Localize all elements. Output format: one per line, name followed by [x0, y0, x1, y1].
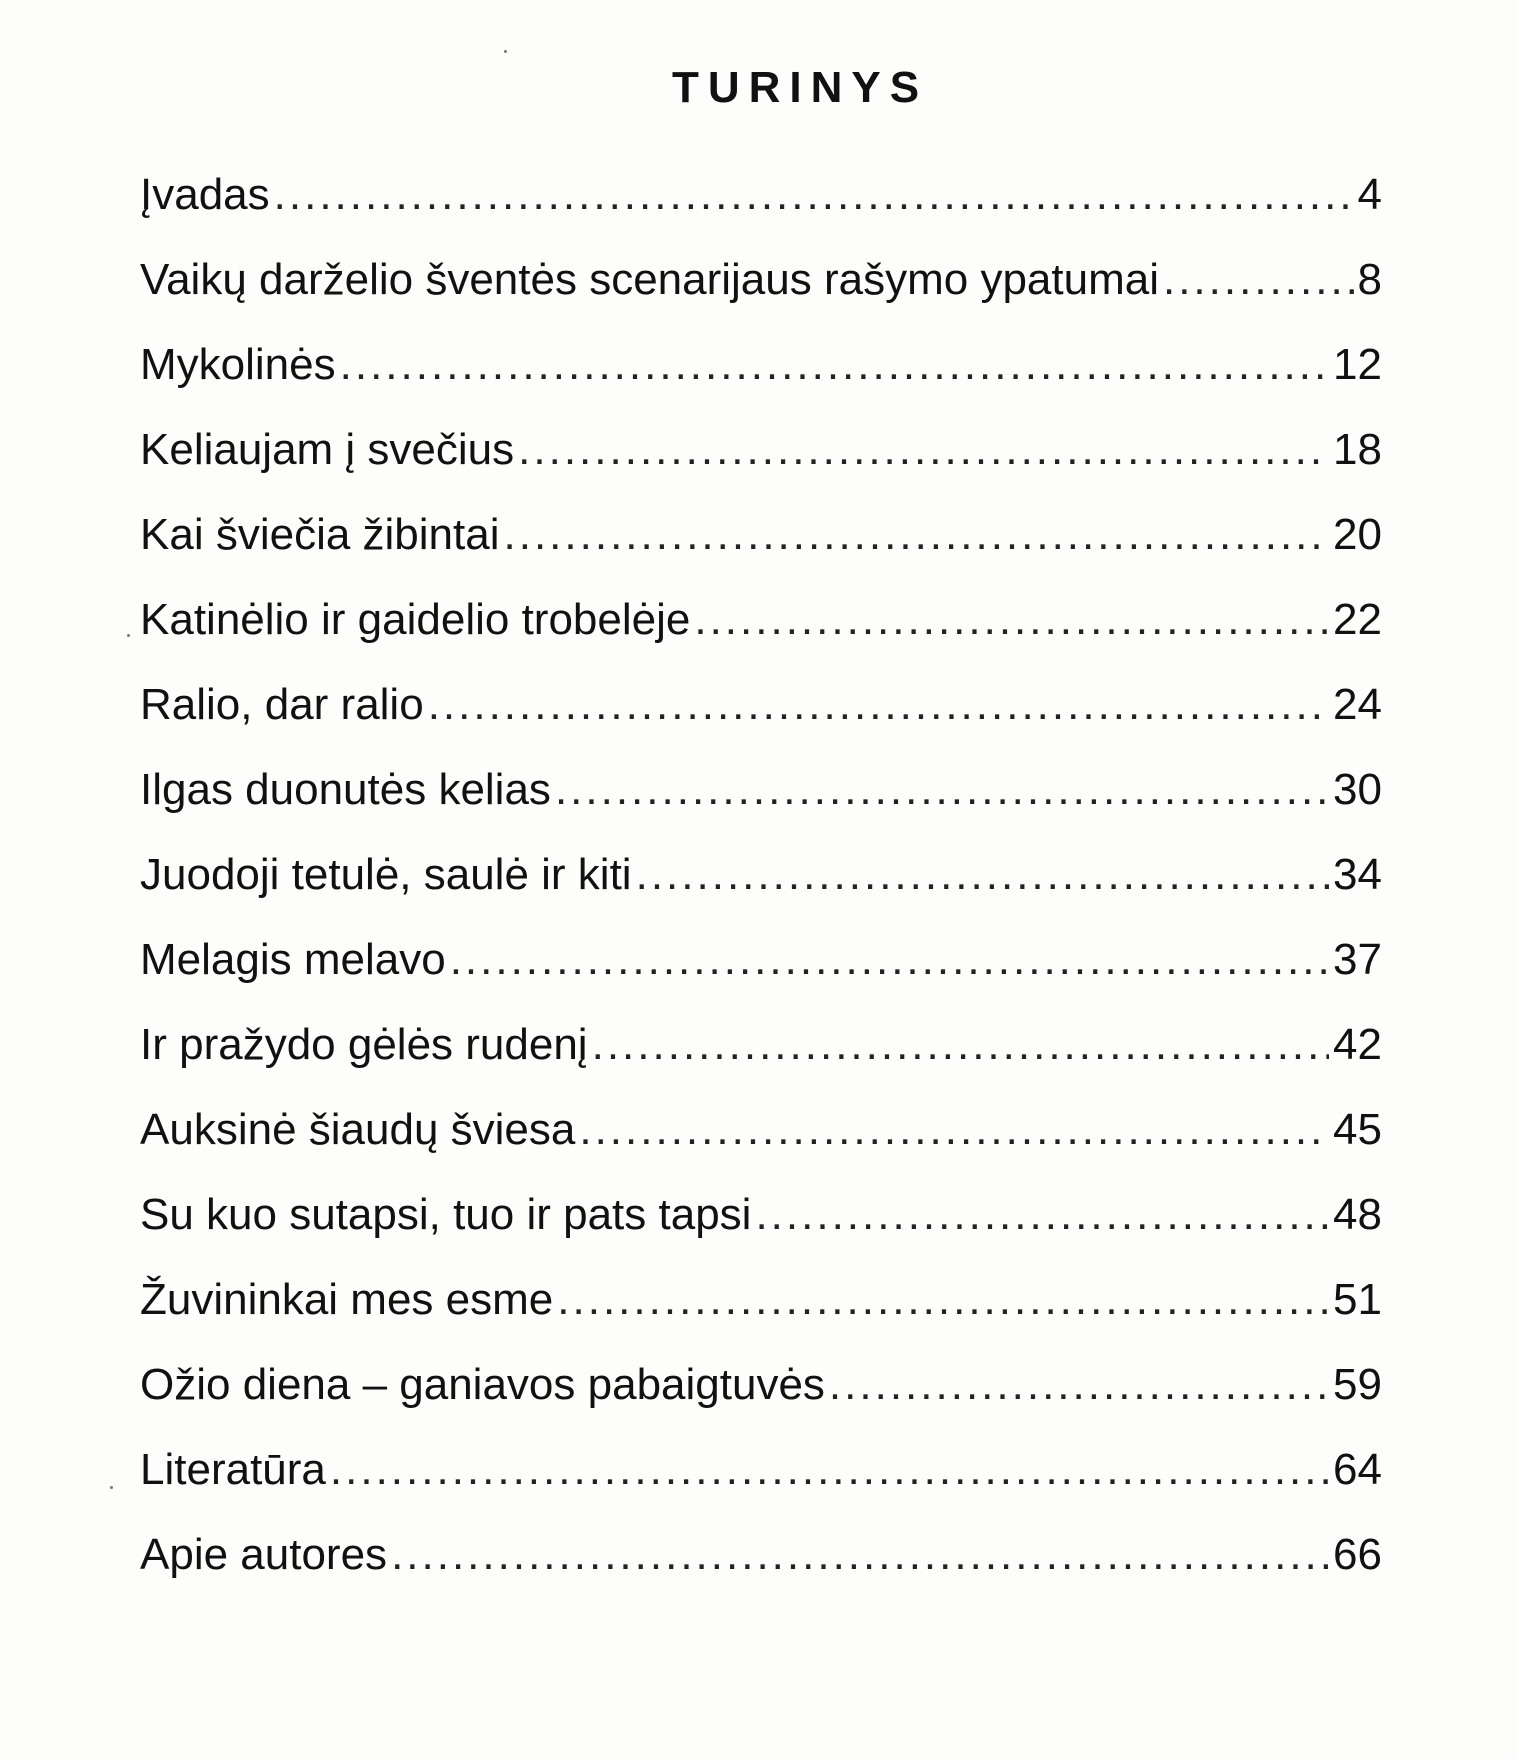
toc-entry	[140, 340, 1382, 425]
toc-entry	[140, 680, 1382, 765]
dot-leader	[829, 1360, 1329, 1410]
toc-entry-page: 34	[1333, 850, 1382, 899]
toc-entry	[140, 765, 1382, 850]
toc-entry-page: 64	[1333, 1445, 1382, 1494]
dot-leader	[340, 340, 1329, 390]
toc-entry	[140, 510, 1382, 595]
toc-entry-page: 24	[1333, 680, 1382, 729]
dot-leader	[1163, 255, 1354, 305]
dot-leader	[330, 1445, 1329, 1495]
toc-entry-title: Įvadas	[140, 170, 270, 219]
toc-entry-page: 18	[1333, 425, 1382, 474]
page-title: TURINYS	[671, 63, 929, 112]
toc-entry-title: Keliaujam į svečius	[140, 425, 515, 474]
toc-entry-title: Žuvininkai mes esme	[140, 1275, 554, 1324]
toc-entry	[140, 1445, 1382, 1530]
dot-leader	[694, 595, 1329, 645]
toc-entry	[140, 1360, 1382, 1445]
toc-entry-page: 20	[1333, 510, 1382, 559]
dot-leader	[557, 1275, 1329, 1325]
toc-entry	[140, 170, 1382, 255]
dot-leader	[450, 935, 1329, 985]
toc-entry-title: Apie autores	[140, 1530, 388, 1579]
toc-entry-title: Vaikų darželio šventės scenarijaus rašymo ypatumai	[140, 255, 1159, 304]
toc-entry	[140, 935, 1382, 1020]
toc-entry	[140, 595, 1382, 680]
toc-entry	[140, 1020, 1382, 1105]
dot-leader	[504, 510, 1330, 560]
dot-leader	[274, 170, 1354, 220]
dot-leader	[518, 425, 1329, 475]
dot-leader	[755, 1190, 1329, 1240]
paper-speck	[110, 1486, 113, 1489]
dot-leader	[428, 680, 1329, 730]
toc-entry-page: 51	[1333, 1275, 1382, 1324]
toc-entry-title: Su kuo sutapsi, tuo ir pats tapsi	[140, 1190, 752, 1239]
toc-entry-page: 22	[1333, 595, 1382, 644]
toc-entry-title: Auksinė šiaudų šviesa	[140, 1105, 576, 1154]
toc-entry-page: 8	[1357, 255, 1382, 304]
toc-entry-title: Literatūra	[140, 1445, 326, 1494]
toc-entry-title: Ir pražydo gėlės rudenį	[140, 1020, 588, 1069]
toc-entry-page: 45	[1333, 1105, 1382, 1154]
toc-entry	[140, 1275, 1382, 1360]
dot-leader	[636, 850, 1329, 900]
paper-speck	[127, 634, 130, 637]
toc-entry	[140, 1190, 1382, 1275]
toc-entry-page: 30	[1333, 765, 1382, 814]
paper-speck	[504, 50, 507, 53]
toc-entry-title: Kai šviečia žibintai	[140, 510, 500, 559]
dot-leader	[555, 765, 1329, 815]
toc-entry-page: 66	[1333, 1530, 1382, 1579]
toc-entry-page: 4	[1357, 170, 1382, 219]
toc-entry	[140, 850, 1382, 935]
toc-entry-title: Ilgas duonutės kelias	[140, 765, 551, 814]
toc-entry-page: 59	[1333, 1360, 1382, 1409]
toc-entry-title: Ožio diena – ganiavos pabaigtuvės	[140, 1360, 825, 1409]
toc-entry-title: Melagis melavo	[140, 935, 446, 984]
toc-entry-page: 42	[1333, 1020, 1382, 1069]
toc-entry-title: Mykolinės	[140, 340, 336, 389]
dot-leader	[579, 1105, 1329, 1155]
toc-entry-title: Juodoji tetulė, saulė ir kiti	[140, 850, 632, 899]
toc-entry-page: 37	[1333, 935, 1382, 984]
toc-entry-title: Katinėlio ir gaidelio trobelėje	[140, 595, 691, 644]
dot-leader	[391, 1530, 1329, 1580]
toc-entry-title: Ralio, dar ralio	[140, 680, 424, 729]
toc-entry-page: 48	[1333, 1190, 1382, 1239]
toc-entry	[140, 1105, 1382, 1190]
dot-leader	[592, 1020, 1329, 1070]
toc-entry	[140, 425, 1382, 510]
toc-entry	[140, 1530, 1382, 1615]
toc-entry	[140, 255, 1382, 340]
table-of-contents	[140, 170, 1382, 1615]
toc-entry-page: 12	[1333, 340, 1382, 389]
